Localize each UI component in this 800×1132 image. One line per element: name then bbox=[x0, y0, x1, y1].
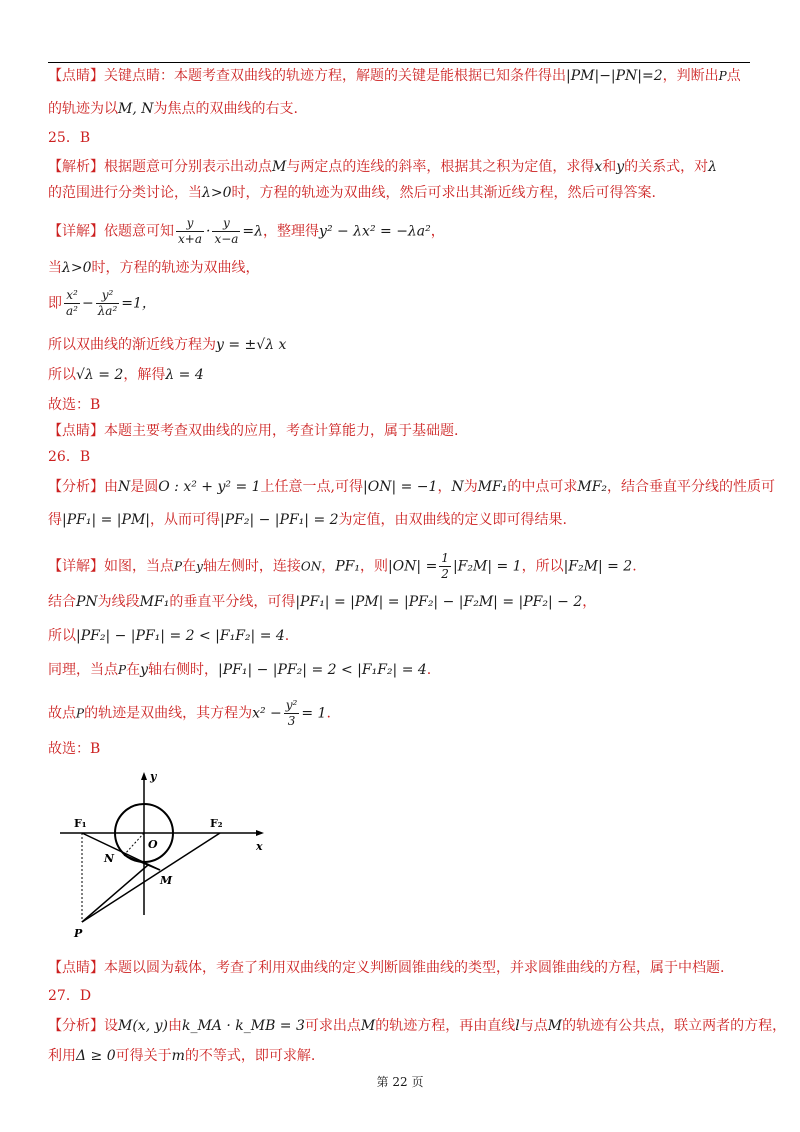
q27-analysis-line1: 【分析】设M(x, y)由k_MA · k_MB = 3可求出点M的轨迹方程，再由直线l与点M的轨迹有公共点，联立两者的方程， bbox=[48, 1018, 787, 1034]
q25-answer: 故选：B bbox=[48, 397, 101, 413]
page-footer: 第 22 页 bbox=[376, 1075, 424, 1089]
q26-detail-line4: 同理，当点P在y轴右侧时，|PF₁| − |PF₂| = 2 < |F₁F₂| = 4. bbox=[48, 662, 432, 678]
y-axis-arrow bbox=[141, 772, 147, 780]
label-P: P bbox=[74, 927, 83, 940]
label-x: x bbox=[256, 840, 263, 853]
q26-analysis-line2: 得|PF₁| = |PM|，从而可得|PF₂| − |PF₁| = 2为定值，由双曲线的定义即可得结果. bbox=[48, 512, 567, 528]
q25-heading: 25．B bbox=[48, 130, 91, 146]
q25-note: 【点睛】本题主要考查双曲线的应用，考查计算能力，属于基础题. bbox=[48, 423, 459, 439]
q26-detail-line3: 所以|PF₂| − |PF₁| = 2 < |F₁F₂| = 4. bbox=[48, 628, 290, 644]
q26-analysis-line1: 【分析】由N是圆O : x² + y² = 1上任意一点,可得|ON| = −1，N为MF₁的中点可求MF₂，结合垂直平分线的性质可 bbox=[48, 479, 776, 495]
label-F2: F₂ bbox=[210, 817, 223, 830]
q27-heading: 27．D bbox=[48, 988, 92, 1004]
q26-heading: 26．B bbox=[48, 449, 91, 465]
label-F1: F₁ bbox=[74, 817, 87, 830]
q25-detail-line2: 当λ>0时，方程的轨迹为双曲线， bbox=[48, 260, 260, 276]
label-y: y bbox=[150, 770, 157, 783]
label-N: N bbox=[104, 852, 115, 865]
note-prev-line2: 的轨迹为以M, N为焦点的双曲线的右支. bbox=[48, 101, 298, 117]
q25-detail-line3: 即 $\frac{\text{x²}}{\text{a²}}$ − $\frac{\text{y²}}{\text{λa²}}$ =1， bbox=[48, 288, 156, 318]
x-axis-arrow bbox=[256, 830, 264, 836]
q25-analysis-line2: 的范围进行分类讨论，当λ>0时，方程的轨迹为双曲线，然后可求出其渐近线方程，然后可得答案. bbox=[48, 185, 656, 201]
top-rule bbox=[48, 62, 750, 63]
q26-detail-line1: 【详解】如图，当点P在y轴左侧时，连接ON，PF₁，则|ON| = $\frac{1}{2}$ |F₂M| = 1，所以|F₂M| = 2. bbox=[48, 551, 637, 581]
segment-PM bbox=[82, 865, 148, 922]
hyperbola-figure bbox=[60, 770, 280, 945]
segment-NM bbox=[124, 855, 160, 870]
q25-detail-line5: 所以√λ = 2，解得λ = 4 bbox=[48, 367, 204, 383]
q25-detail-line4: 所以双曲线的渐近线方程为y = ±√λ x bbox=[48, 337, 287, 353]
q25-analysis-line1: 【解析】根据题意可分别表示出动点M与两定点的连线的斜率，根据其之积为定值，求得x和y的关系式，对λ bbox=[48, 159, 718, 175]
q26-detail-line2: 结合PN为线段MF₁的垂直平分线，可得|PF₁| = |PM| = |PF₂| − |F₂M| = |PF₂| − 2， bbox=[48, 594, 597, 610]
q26-note: 【点睛】本题以圆为载体，考查了利用双曲线的定义判断圆锥曲线的类型，并求圆锥曲线的方程，属于中档题. bbox=[48, 960, 725, 976]
segment-ON bbox=[124, 833, 144, 855]
q26-detail-line5: 故点P的轨迹是双曲线，其方程为x² − $\frac{\text{y²}}{3}$ = 1. bbox=[48, 698, 331, 728]
label-O: O bbox=[148, 838, 158, 851]
label-M: M bbox=[160, 874, 173, 887]
q26-answer: 故选：B bbox=[48, 741, 101, 757]
note-prev-line1: 【点睛】关键点睛：本题考查双曲线的轨迹方程，解题的关键是能根据已知条件得出|PM|−|PN|=2，判断出P点 bbox=[48, 68, 741, 84]
q27-analysis-line2: 利用Δ ≥ 0可得关于m的不等式，即可求解. bbox=[48, 1048, 316, 1064]
q25-detail-line1: 【详解】依题意可知 $\frac{y}{x+a}$ · $\frac{y}{x-a}$ =λ，整理得y² − λx² = −λa²， bbox=[48, 216, 445, 246]
